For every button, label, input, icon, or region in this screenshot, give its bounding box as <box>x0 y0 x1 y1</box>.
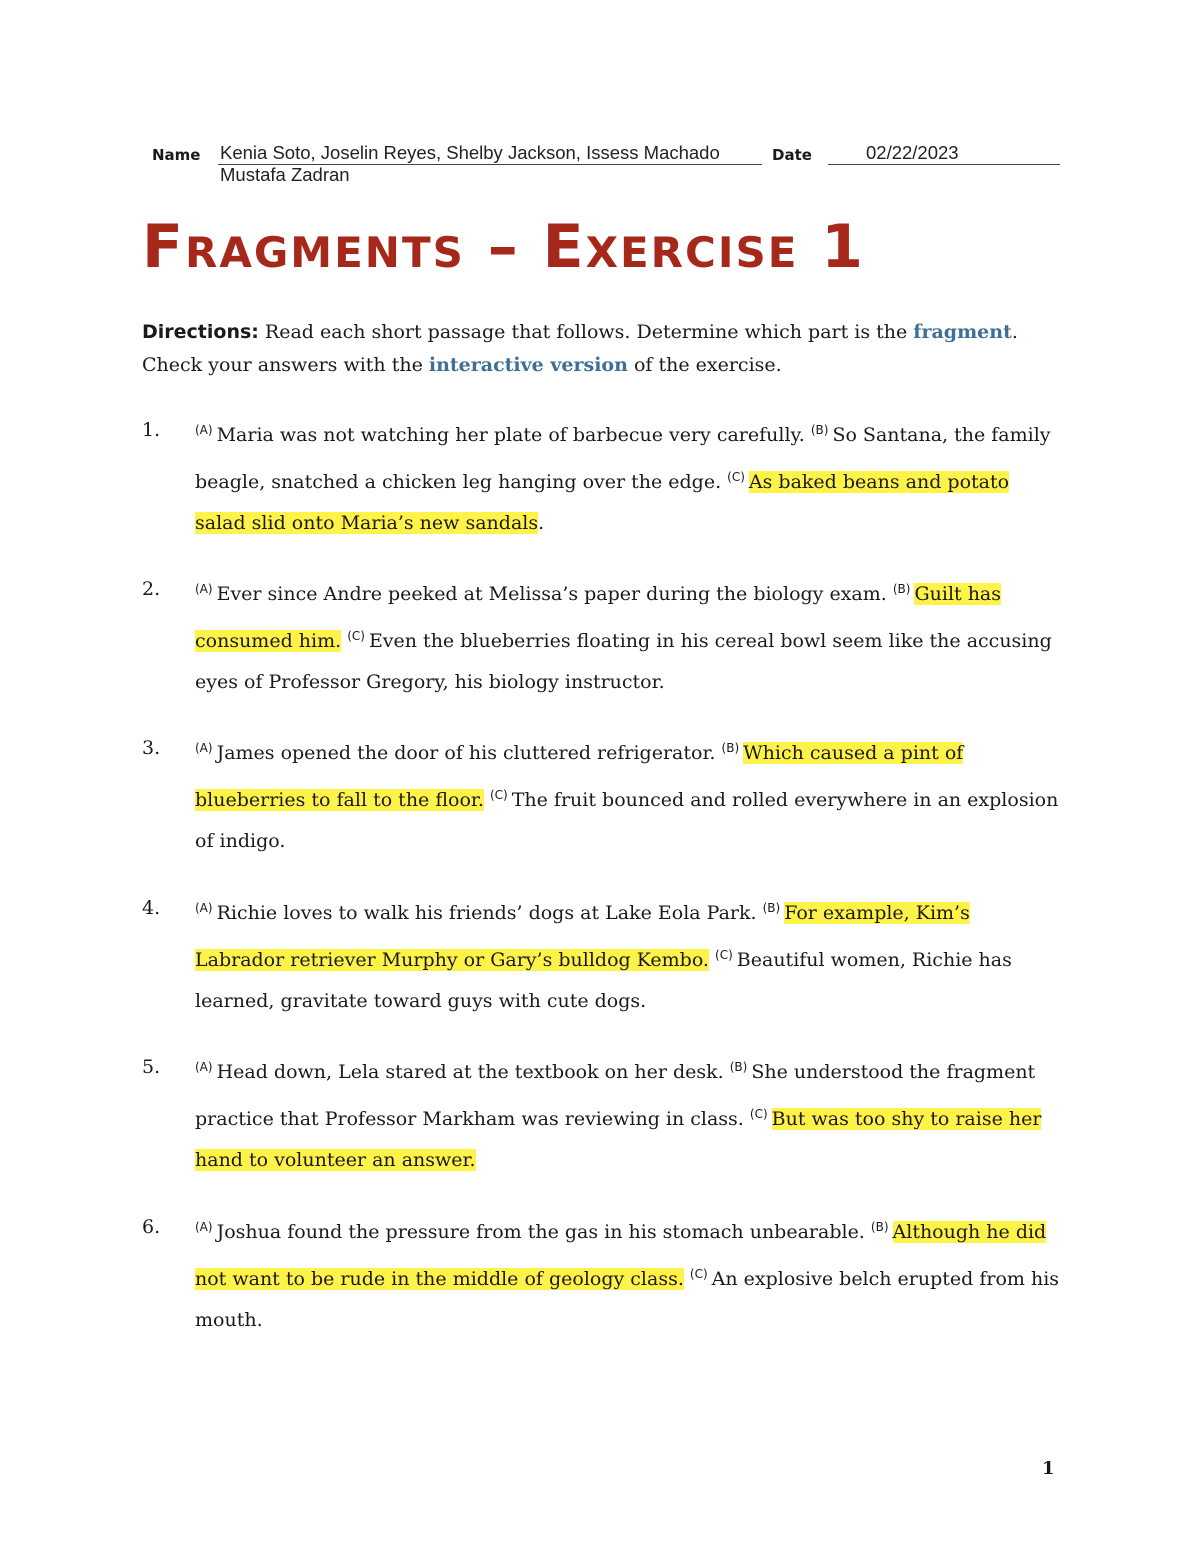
highlighted-fragment[interactable]: For example, Kim’s Labrador retriever Murphy or Gary’s bulldog Kembo. <box>195 902 970 971</box>
item-number: 5. <box>142 1056 161 1078</box>
part-marker-a: (A) <box>195 1220 213 1234</box>
page-number: 1 <box>1042 1458 1055 1479</box>
part-marker-a: (A) <box>195 741 213 755</box>
item-number: 6. <box>142 1216 161 1238</box>
highlighted-fragment[interactable]: Which caused a pint of blueberries to fall to the floor. <box>195 742 964 811</box>
fragment-link[interactable]: fragment <box>913 321 1012 343</box>
exercise-item <box>142 410 1062 545</box>
part-marker-b: (B) <box>729 1060 748 1074</box>
sentence-part-c[interactable]: Even the blueberries floating in his cereal bowl seem like the accusing eyes of Professor Gregory, his biology instructor. <box>195 629 1052 693</box>
item-passage <box>195 728 1062 863</box>
exercise-item <box>142 1207 1062 1342</box>
part-marker-a: (A) <box>195 1060 213 1074</box>
item-passage <box>195 569 1062 704</box>
sentence-part-a[interactable]: Head down, Lela stared at the textbook on her desk. <box>216 1061 724 1083</box>
directions <box>142 316 1062 382</box>
sentence-part-a[interactable]: Maria was not watching her plate of barbecue very carefully. <box>216 424 805 446</box>
part-marker-b: (B) <box>892 582 911 596</box>
part-marker-b: (B) <box>721 741 740 755</box>
header-row <box>152 138 1060 188</box>
punctuation: . <box>538 512 545 534</box>
exercise-item <box>142 569 1062 704</box>
sentence-part-a[interactable]: James opened the door of his cluttered refrigerator. <box>216 742 716 764</box>
part-marker-c: (C) <box>715 947 733 962</box>
highlighted-fragment[interactable]: As baked beans and potato salad slid onto Maria’s new sandals <box>195 470 1010 534</box>
exercise-item <box>142 1047 1062 1182</box>
item-number: 1. <box>142 419 161 441</box>
item-number: 2. <box>142 578 161 600</box>
interactive-version-link[interactable]: interactive version <box>428 354 628 376</box>
part-marker-c: (C) <box>727 469 745 484</box>
exercise-item <box>142 888 1062 1023</box>
name-label: Name <box>152 146 201 164</box>
part-marker-c: (C) <box>689 1266 708 1281</box>
item-passage <box>195 1207 1062 1342</box>
directions-text: . Check your answers with the <box>142 321 1018 376</box>
sentence-part-b[interactable]: She understood the fragment practice that Professor Markham was reviewing in class. <box>195 1061 1036 1130</box>
part-marker-b: (B) <box>810 423 829 437</box>
sentence-part-c[interactable]: Beautiful women, Richie has learned, gravitate toward guys with cute dogs. <box>195 948 1012 1012</box>
item-passage <box>195 1047 1062 1182</box>
sentence-part-a[interactable]: Joshua found the pressure from the gas in his stomach unbearable. <box>216 1221 865 1243</box>
part-marker-c: (C) <box>489 787 508 802</box>
date-underline <box>828 164 1060 165</box>
item-passage <box>195 888 1062 1023</box>
name-field[interactable]: Kenia Soto, Joselin Reyes, Shelby Jackson, Issess Machado Mustafa Zadran <box>220 142 720 185</box>
part-marker-c: (C) <box>347 628 365 643</box>
part-marker-b: (B) <box>870 1220 889 1234</box>
item-passage <box>195 410 1062 545</box>
sentence-part-c[interactable]: An explosive belch erupted from his mouth. <box>195 1267 1060 1331</box>
sentence-part-a[interactable]: Richie loves to walk his friends’ dogs at Lake Eola Park. <box>216 902 757 924</box>
exercise-item <box>142 728 1062 863</box>
part-marker-c: (C) <box>749 1106 768 1121</box>
directions-text: Read each short passage that follows. Determine which part is the <box>258 321 914 343</box>
sentence-part-a[interactable]: Ever since Andre peeked at Melissa’s paper during the biology exam. <box>216 583 887 605</box>
sentence-part-c[interactable]: The fruit bounced and rolled everywhere in an explosion of indigo. <box>195 788 1059 852</box>
part-marker-a: (A) <box>195 423 213 437</box>
part-marker-b: (B) <box>762 901 781 915</box>
page-title: Fragments – Exercise 1 <box>142 212 866 282</box>
name-underline <box>218 164 762 165</box>
item-number: 4. <box>142 897 161 919</box>
part-marker-a: (A) <box>195 901 213 915</box>
date-field[interactable]: 02/22/2023 <box>866 142 959 163</box>
date-label: Date <box>772 146 812 164</box>
highlighted-fragment[interactable]: But was too shy to raise her hand to volunteer an answer. <box>195 1107 1042 1171</box>
directions-label: Directions: <box>142 321 259 343</box>
part-marker-a: (A) <box>195 582 213 596</box>
directions-text: of the exercise. <box>627 354 782 376</box>
highlighted-fragment[interactable]: Guilt has consumed him. <box>195 583 1002 652</box>
highlighted-fragment[interactable]: Although he did not want to be rude in the middle of geology class. <box>195 1221 1047 1290</box>
sentence-part-b[interactable]: So Santana, the family beagle, snatched a chicken leg hanging over the edge. <box>195 424 1051 493</box>
item-number: 3. <box>142 737 161 759</box>
